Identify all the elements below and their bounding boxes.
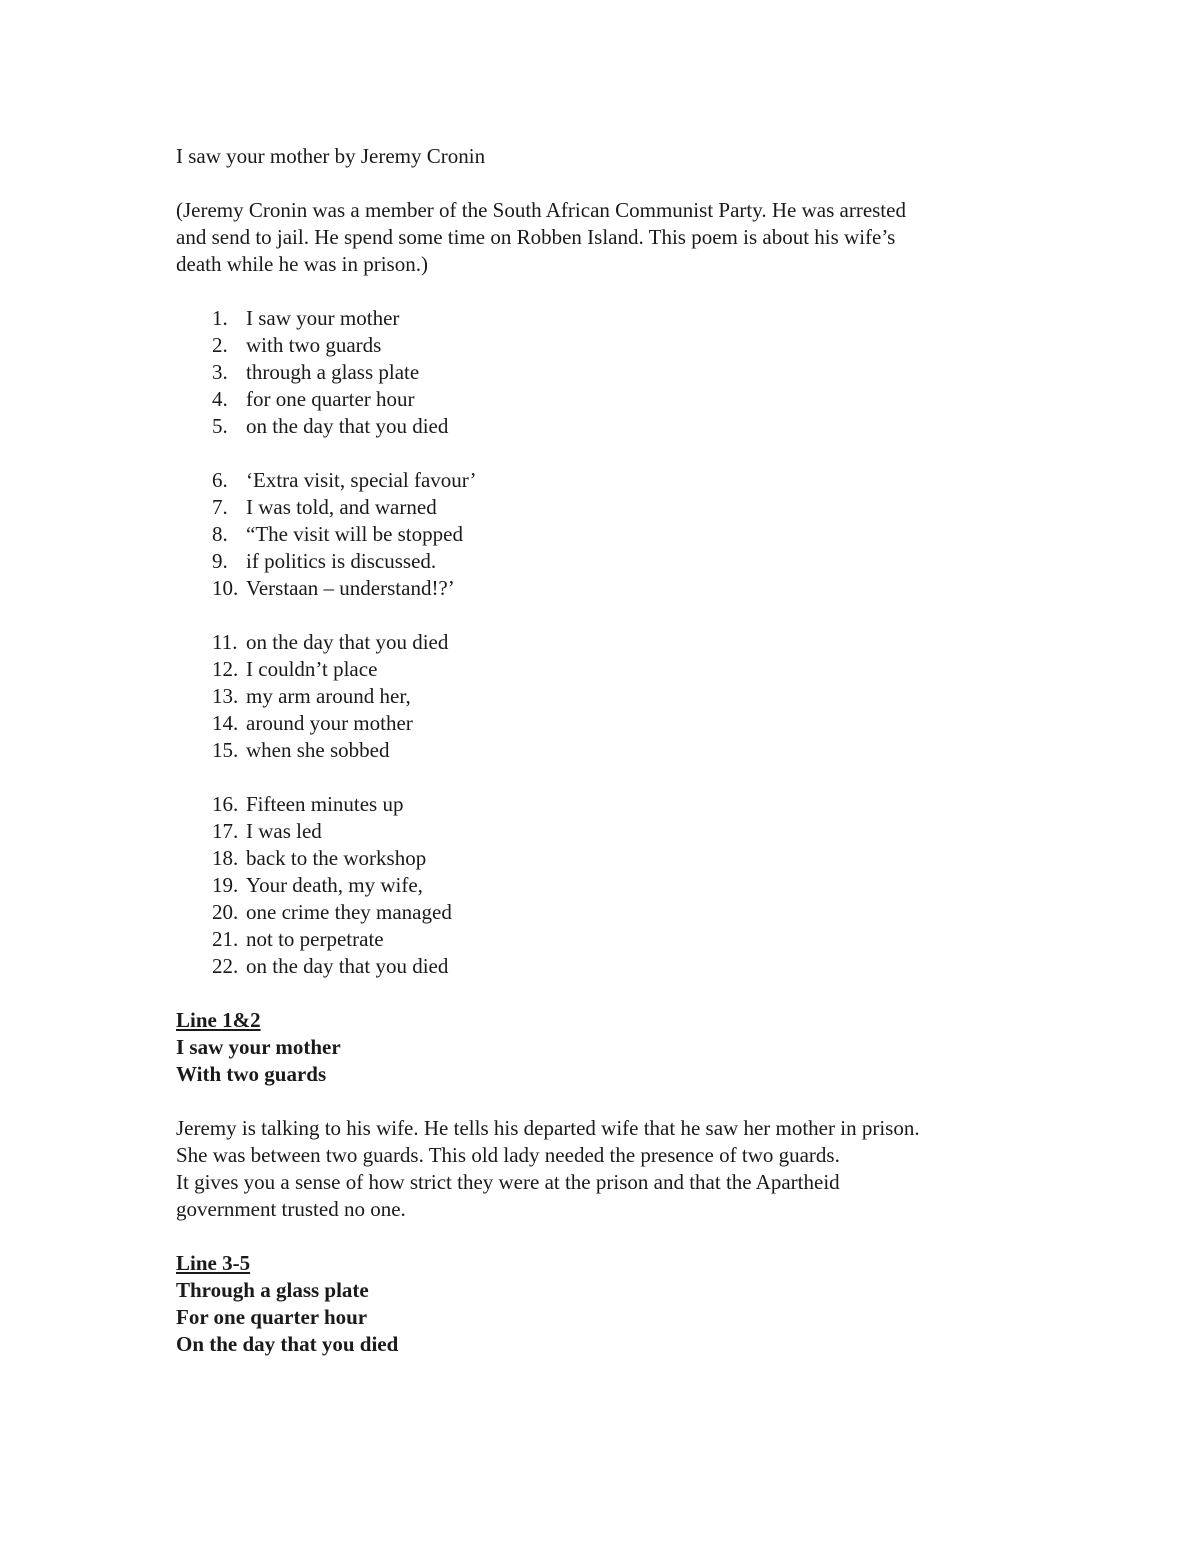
poem-line <box>176 710 1036 737</box>
poem-line <box>176 629 1036 656</box>
poem-line-number: 21. <box>212 927 239 951</box>
quoted-line: For one quarter hour <box>176 1305 368 1329</box>
intro-line: (Jeremy Cronin was a member of the South African Communist Party. He was arrested <box>176 198 906 222</box>
poem-line <box>176 845 1036 872</box>
section-heading: Line 3-5 <box>176 1251 251 1275</box>
poem-line-text: I couldn’t place <box>246 657 378 681</box>
poem-line-text: if politics is discussed. <box>246 549 437 573</box>
commentary-paragraph <box>176 1115 1036 1223</box>
poem-line-text: Fifteen minutes up <box>246 792 404 816</box>
poem-line <box>176 737 1036 764</box>
poem-line-number: 14. <box>212 711 239 735</box>
poem-stanza <box>176 791 1036 980</box>
poem-line <box>176 953 1036 980</box>
poem-line-text: with two guards <box>246 333 382 357</box>
poem-stanza <box>176 305 1036 440</box>
poem-line-text: around your mother <box>246 711 413 735</box>
poem-stanza <box>176 629 1036 764</box>
poem-line-text: Verstaan – understand!?’ <box>246 576 455 600</box>
commentary-line: She was between two guards. This old lady needed the presence of two guards. <box>176 1143 840 1167</box>
intro-paragraph <box>176 197 1036 278</box>
poem-line-number: 16. <box>212 792 239 816</box>
poem-stanza <box>176 467 1036 602</box>
commentary-line: It gives you a sense of how strict they were at the prison and that the Apartheid <box>176 1170 840 1194</box>
poem-line-text: I was led <box>246 819 322 843</box>
poem-line <box>176 305 1036 332</box>
poem-line-number: 15. <box>212 738 239 762</box>
section-heading: Line 1&2 <box>176 1008 261 1032</box>
poem-line-text: “The visit will be stopped <box>246 522 463 546</box>
poem-line-number: 10. <box>212 576 239 600</box>
analysis-sections <box>176 1007 1036 1358</box>
poem-line-text: for one quarter hour <box>246 387 415 411</box>
poem-line-number: 3. <box>212 360 228 384</box>
poem-line-text: on the day that you died <box>246 954 449 978</box>
poem-line-number: 13. <box>212 684 239 708</box>
poem-line-number: 2. <box>212 333 228 357</box>
quoted-line: With two guards <box>176 1062 327 1086</box>
poem-line-number: 11. <box>212 630 238 654</box>
poem-line <box>176 899 1036 926</box>
poem-line-number: 6. <box>212 468 228 492</box>
commentary-line: government trusted no one. <box>176 1197 406 1221</box>
analysis-section <box>176 1007 1036 1223</box>
poem-line <box>176 575 1036 602</box>
poem-line-text: back to the workshop <box>246 846 427 870</box>
poem-line <box>176 386 1036 413</box>
poem-line-number: 1. <box>212 306 228 330</box>
intro-line: death while he was in prison.) <box>176 252 428 276</box>
poem-line-number: 5. <box>212 414 228 438</box>
poem-line-text: when she sobbed <box>246 738 390 762</box>
poem-line-number: 18. <box>212 846 239 870</box>
poem-line-number: 22. <box>212 954 239 978</box>
poem-line-number: 8. <box>212 522 228 546</box>
poem-list <box>176 305 1036 980</box>
poem-line <box>176 332 1036 359</box>
poem-line-text: Your death, my wife, <box>246 873 423 897</box>
poem-line-number: 20. <box>212 900 239 924</box>
document-title: I saw your mother by Jeremy Cronin <box>176 144 486 168</box>
commentary-line: Jeremy is talking to his wife. He tells his departed wife that he saw her mother in prison. <box>176 1116 920 1140</box>
poem-line-text: my arm around her, <box>246 684 411 708</box>
poem-line <box>176 467 1036 494</box>
quoted-line: Through a glass plate <box>176 1278 369 1302</box>
document-page <box>176 143 1036 1385</box>
poem-line-number: 17. <box>212 819 239 843</box>
poem-line-text: ‘Extra visit, special favour’ <box>246 468 477 492</box>
poem-line-number: 19. <box>212 873 239 897</box>
poem-line <box>176 926 1036 953</box>
poem-line-number: 7. <box>212 495 228 519</box>
analysis-section <box>176 1250 1036 1358</box>
poem-line-text: on the day that you died <box>246 630 449 654</box>
poem-line <box>176 359 1036 386</box>
poem-line <box>176 872 1036 899</box>
poem-line <box>176 818 1036 845</box>
poem-line <box>176 521 1036 548</box>
poem-line-text: not to perpetrate <box>246 927 384 951</box>
poem-line-number: 12. <box>212 657 239 681</box>
quoted-line: I saw your mother <box>176 1035 341 1059</box>
poem-line <box>176 548 1036 575</box>
poem-line-text: one crime they managed <box>246 900 452 924</box>
poem-line <box>176 683 1036 710</box>
poem-line <box>176 494 1036 521</box>
poem-line <box>176 656 1036 683</box>
quoted-line: On the day that you died <box>176 1332 399 1356</box>
poem-line-number: 4. <box>212 387 228 411</box>
poem-line-text: on the day that you died <box>246 414 449 438</box>
poem-line-number: 9. <box>212 549 228 573</box>
poem-line-text: I saw your mother <box>246 306 400 330</box>
poem-line-text: through a glass plate <box>246 360 420 384</box>
intro-line: and send to jail. He spend some time on Robben Island. This poem is about his wife’s <box>176 225 896 249</box>
poem-line <box>176 791 1036 818</box>
poem-line <box>176 413 1036 440</box>
poem-line-text: I was told, and warned <box>246 495 437 519</box>
